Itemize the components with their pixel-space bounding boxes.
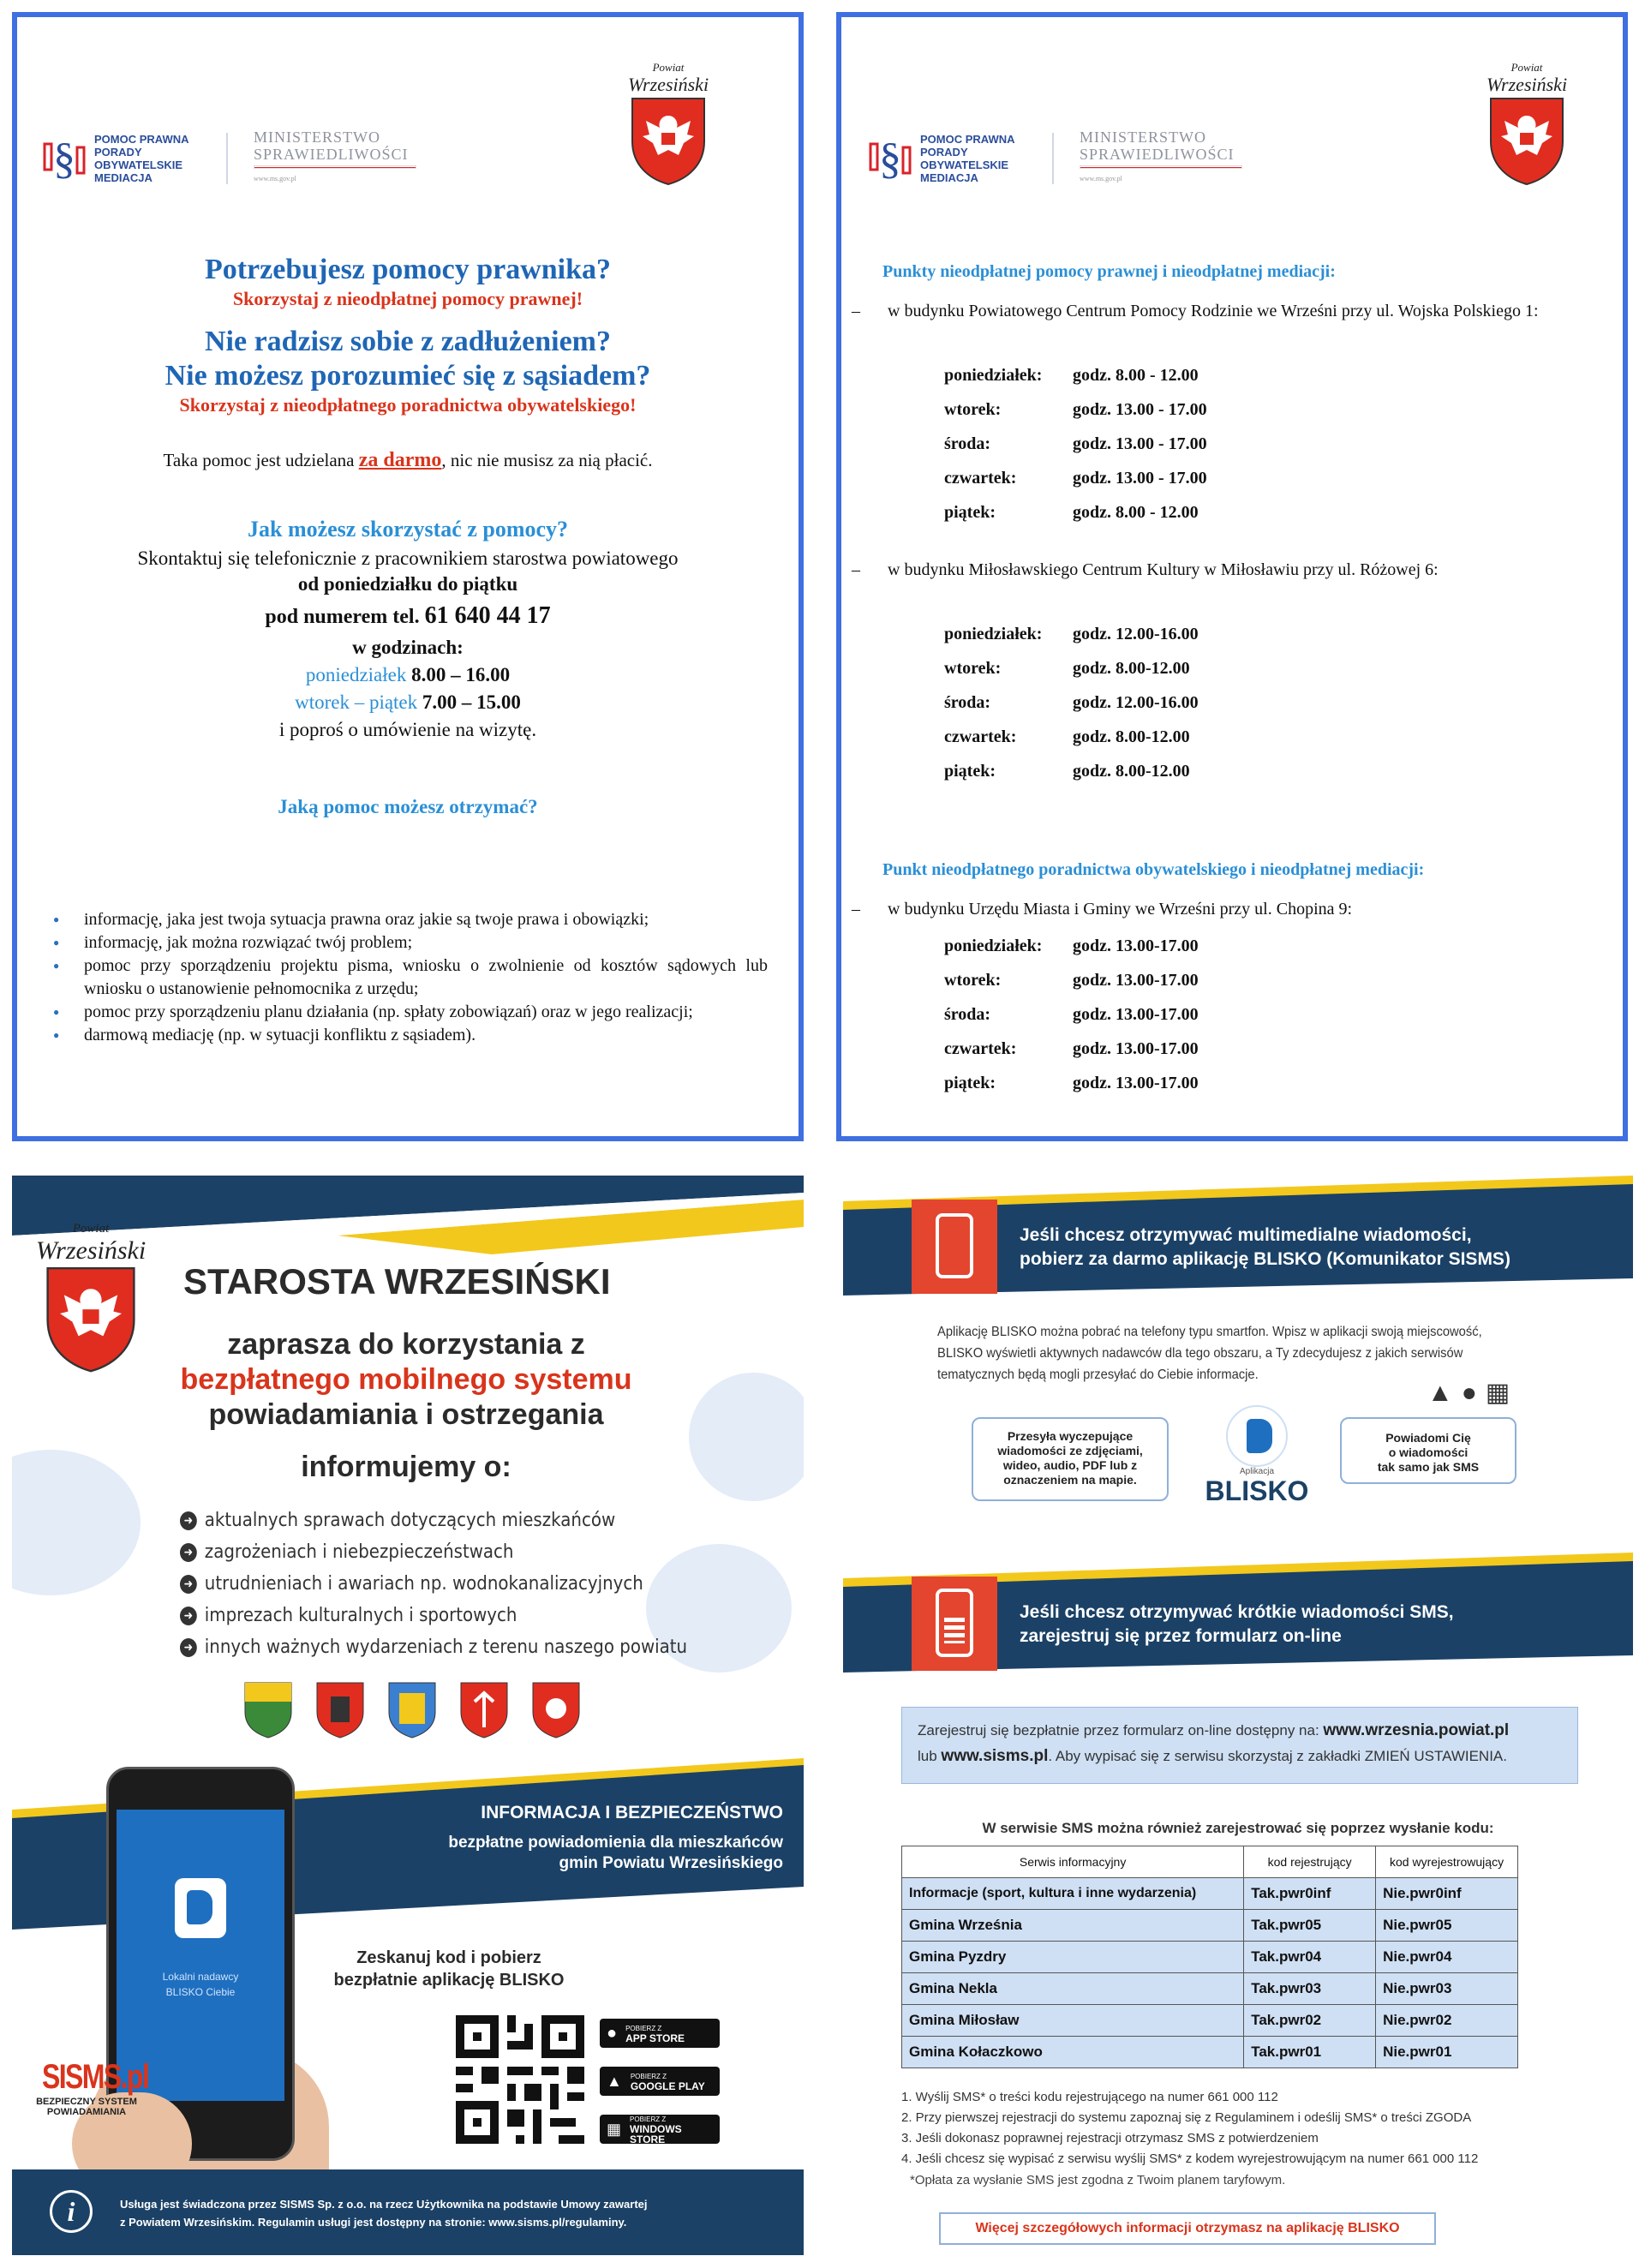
blisko-sms-instructions bbox=[843, 1176, 1633, 2255]
schedule-pcpr: poniedziałek: godz. 8.00 - 12.00 wtorek: godz. 13.00 - 17.00 środa: godz. 13.00 - 17.00 czwartek: godz. 13.00 - 17.00 piątek: godz. 8.00 - 12.00 bbox=[944, 365, 1207, 522]
list-item: ➜ innych ważnych wydarzeniach z terenu naszego powiatu bbox=[180, 1631, 687, 1663]
android-icon: ▲ bbox=[1427, 1379, 1462, 1407]
crest-icon bbox=[387, 1681, 437, 1739]
phone-line: pod numerem tel. 61 640 44 17 bbox=[265, 602, 551, 629]
table-row: Informacje (sport, kultura i inne wydarzenia) Tak.pwr0inf Nie.pwr0inf bbox=[902, 1878, 1518, 1910]
hours-label: w godzinach: bbox=[352, 637, 464, 658]
sisms-link[interactable]: www.sisms.pl bbox=[941, 1747, 1049, 1765]
header2-line-2: zarejestruj się przez formularz on-line bbox=[1020, 1626, 1342, 1646]
schedule-mck: poniedziałek: godz. 12.00-16.00 wtorek: godz. 8.00-12.00 środa: godz. 12.00-16.00 czwartek: godz. 8.00-12.00 piątek: godz. 8.00-12.00 bbox=[944, 624, 1199, 781]
scan-line-1: Zeskanuj kod i pobierz bbox=[356, 1948, 541, 1967]
commune-crests bbox=[243, 1681, 581, 1739]
code-heading: W serwisie SMS można również zarejestrować się poprzez wysłanie kodu: bbox=[982, 1820, 1494, 1836]
free-of-charge-note: Taka pomoc jest udzielana za darmo, nic nie musisz za nią płacić. bbox=[163, 449, 653, 471]
sisms-logo: SISMS.pl BEZPIECZNY SYSTEM POWIADAMIANIA bbox=[36, 2058, 149, 2117]
speech-bubble-icon bbox=[689, 1373, 804, 1501]
list-item: ➜ aktualnych sprawach dotyczących mieszkańców bbox=[180, 1505, 687, 1536]
steps-list bbox=[901, 2087, 1478, 2169]
list-item: 1. Wyślij SMS* o treści kodu rejestrującego na numer 661 000 112 bbox=[901, 2090, 1278, 2104]
starosta-title: STAROSTA WRZESIŃSKI bbox=[183, 1261, 611, 1302]
schedule-umig: poniedziałek: godz. 13.00-17.00 wtorek: godz. 13.00-17.00 środa: godz. 13.00-17.00 czwartek: godz. 13.00-17.00 piątek: godz. 13.00-17.00 bbox=[944, 936, 1199, 1092]
ppom-text: POMOC PRAWNA PORADY OBYWATELSKIE MEDIACJA bbox=[94, 132, 189, 184]
sms-like-info-box: Powiadomi Cię o wiadomości tak samo jak SMS bbox=[1340, 1417, 1516, 1484]
android-icon: ▲ bbox=[607, 2072, 622, 2090]
table-row: Gmina Września Tak.pwr05 Nie.pwr05 bbox=[902, 1910, 1518, 1942]
list-item: 2. Przy pierwszej rejestracji do systemu zapoznaj się z Regulaminem i odeślij SMS* o treści ZGODA bbox=[901, 2110, 1472, 2125]
smartphone-icon bbox=[912, 1200, 997, 1294]
coat-of-arms-icon bbox=[1486, 93, 1568, 188]
coat-of-arms-icon bbox=[627, 93, 709, 188]
subheading-free-legal-aid: Skorzystaj z nieodpłatnej pomocy prawnej! bbox=[232, 288, 583, 309]
arrow-right-icon: ➜ bbox=[180, 1575, 197, 1594]
list-item: ➜ utrudnieniach i awariach np. wodnokanalizacyjnych bbox=[180, 1568, 687, 1600]
list-item: ● pomoc przy sporządzeniu planu działania (np. spłaty zobowiązań) oraz w jego realizacji; bbox=[48, 1001, 768, 1024]
crest-icon bbox=[243, 1681, 293, 1739]
table-row: Gmina Nekla Tak.pwr03 Nie.pwr03 bbox=[902, 1973, 1518, 2005]
notify-line: powiadamiania i ostrzegania bbox=[208, 1398, 604, 1431]
poster-logos bbox=[43, 129, 416, 188]
help-list bbox=[48, 908, 768, 1047]
list-item: ● informację, jaka jest twoja sytuacja prawna oraz jakie są twoje prawa i obowiązki; bbox=[48, 908, 768, 931]
poster-logos bbox=[869, 129, 1242, 188]
header1-line-2: pobierz za darmo aplikację BLISKO (Komunikator SISMS) bbox=[1020, 1249, 1510, 1269]
powiat-logo: Powiat Wrzesiński bbox=[1475, 57, 1578, 192]
blisko-app-logo: Aplikacja BLISKO bbox=[1201, 1405, 1313, 1505]
sms-code-table bbox=[901, 1846, 1518, 2068]
blisko-description: Aplikację BLISKO można pobrać na telefony typu smartfon. Wpisz w aplikacji swoją miejscowość, BLISKO wyświetli aktywnych nadawców dla tego obszaru, a Ty zdecydujesz z jakich serwisów tematycznych będą mogli przesyłać do Ciebie informacje. bbox=[937, 1325, 1482, 1382]
google-play-button[interactable]: ▲ POBIERZ Z GOOGLE PLAY bbox=[600, 2067, 720, 2096]
arrow-right-icon: ➜ bbox=[180, 1543, 197, 1562]
band-title: INFORMACJA I BEZPIECZEŃSTWO bbox=[481, 1803, 783, 1822]
blisko-app-icon bbox=[1226, 1405, 1288, 1467]
arrow-right-icon: ➜ bbox=[180, 1607, 197, 1625]
footer-line-1: Usługa jest świadczona przez SISMS Sp. z o.o. na rzecz Użytkownika na podstawie Umowy zawartej bbox=[120, 2198, 648, 2211]
registration-box: Zarejestruj się bezpłatnie przez formularz on-line dostępny na: www.wrzesnia.powiat.pl lub www.sisms.pl. Aby wypisać się z serwisu skorzystaj z zakładki ZMIEŃ USTAWIENIA. bbox=[901, 1707, 1578, 1784]
mobile-phone-icon bbox=[912, 1577, 997, 1671]
phone-in-hand-illustration: Lokalni nadawcy BLISKO Ciebie bbox=[55, 1767, 338, 2187]
ppom-logo bbox=[43, 132, 223, 185]
poster-footer bbox=[12, 2169, 804, 2255]
fee-note: *Opłata za wysłanie SMS jest zgodna z Twoim planem taryfowym. bbox=[910, 2173, 1286, 2187]
powiat-logo: Powiat Wrzesiński bbox=[31, 1213, 151, 1379]
location-umig: – w budynku Urzędu Miasta i Gminy we Wrześni przy ul. Chopina 9: bbox=[852, 900, 1353, 919]
subheading-civic-advice: Skorzystaj z nieodpłatnego poradnictwa obywatelskiego! bbox=[179, 394, 637, 416]
band-line-2: gmin Powiatu Wrzesińskiego bbox=[559, 1854, 783, 1872]
location-pcpr: – w budynku Powiatowego Centrum Pomocy Rodzinie we Wrześni przy ul. Wojska Polskiego 1: bbox=[852, 302, 1539, 320]
heading-legal-aid-points: Punkty nieodpłatnej pomocy prawnej i nieodpłatnej mediacji: bbox=[882, 262, 1336, 281]
list-item: ● informację, jak można rozwiązać twój problem; bbox=[48, 931, 768, 954]
ppom-paragraph-icon bbox=[869, 132, 912, 185]
system-line: bezpłatnego mobilnego systemu bbox=[180, 1363, 632, 1396]
qr-code[interactable] bbox=[456, 2015, 584, 2144]
powiat-link[interactable]: www.wrzesnia.powiat.pl bbox=[1323, 1721, 1510, 1739]
info-icon: i bbox=[50, 2190, 93, 2233]
sms-system-poster bbox=[12, 1176, 804, 2255]
header1-line-1: Jeśli chcesz otrzymywać multimedialne wiadomości, bbox=[1020, 1225, 1472, 1245]
arrow-right-icon: ➜ bbox=[180, 1638, 197, 1657]
legal-aid-locations-poster bbox=[836, 12, 1628, 1141]
list-item: ● pomoc przy sporządzeniu projektu pisma, wniosku o zwolnienie od kosztów sądowych lub wniosku o ustanowienie pełnomocnika z urzędu; bbox=[48, 954, 768, 1001]
tue-fri-hours: wtorek – piątek 7.00 – 15.00 bbox=[295, 691, 521, 713]
footer-line-2: z Powiatem Wrzesińskim. Regulamin usługi jest dostępny na stronie: www.sisms.pl/regulaminy. bbox=[120, 2216, 627, 2229]
more-info-box: Więcej szczegółowych informacji otrzymasz na aplikację BLISKO bbox=[939, 2212, 1436, 2245]
list-item: 3. Jeśli dokonasz poprawnej rejestracji otrzymasz SMS z potwierdzeniem bbox=[901, 2131, 1319, 2145]
inform-heading: informujemy o: bbox=[301, 1451, 511, 1483]
windows-store-button[interactable]: ▦ POBIERZ Z WINDOWS STORE bbox=[600, 2115, 720, 2144]
inform-list bbox=[180, 1505, 687, 1663]
heading-how-to-use: Jak możesz skorzystać z pomocy? bbox=[247, 517, 569, 542]
multimedia-info-box: Przesyła wyczepujące wiadomości ze zdjęciami, wideo, audio, PDF lub z oznaczeniem na mapie. bbox=[972, 1417, 1169, 1501]
ministry-logo: MINISTERSTWO SPRAWIEDLIWOŚCI www.ms.gov.pl bbox=[1080, 129, 1242, 188]
list-item: 4. Jeśli chcesz się wypisać z serwisu wyślij SMS* z kodem wyrejestrowującym na numer 661 000 112 bbox=[901, 2151, 1479, 2166]
appointment-line: i poproś o umówienie na wizytę. bbox=[278, 719, 537, 740]
heading-debt: Nie radzisz sobie z zadłużeniem? bbox=[204, 326, 612, 357]
svg-text:§: § bbox=[879, 134, 901, 183]
heading-need-lawyer: Potrzebujesz pomocy prawnika? bbox=[204, 254, 612, 285]
list-item: ● darmową mediację (np. w sytuacji konfliktu z sąsiadem). bbox=[48, 1024, 768, 1047]
location-mck: – w budynku Miłosławskiego Centrum Kultury w Miłosławiu przy ul. Różowej 6: bbox=[852, 560, 1439, 579]
coat-of-arms-icon bbox=[39, 1262, 142, 1375]
crest-icon bbox=[459, 1681, 509, 1739]
heading-neighbour: Nie możesz porozumieć się z sąsiadem? bbox=[164, 360, 651, 392]
heading-civic-advice-point: Punkt nieodpłatnego poradnictwa obywatelskiego i nieodpłatnej mediacji: bbox=[882, 860, 1425, 879]
phone-number[interactable]: 61 640 44 17 bbox=[424, 602, 551, 629]
ppom-logo bbox=[869, 132, 1049, 185]
list-item: ➜ imprezach kulturalnych i sportowych bbox=[180, 1600, 687, 1631]
ppom-text: POMOC PRAWNA PORADY OBYWATELSKIE MEDIACJA bbox=[920, 132, 1015, 184]
powiat-logo: Powiat Wrzesiński bbox=[617, 57, 720, 192]
monday-hours: poniedziałek 8.00 – 16.00 bbox=[305, 664, 511, 685]
weekdays-line: od poniedziałku do piątku bbox=[297, 573, 518, 595]
svg-text:§: § bbox=[53, 134, 75, 183]
windows-icon: ▦ bbox=[607, 2120, 622, 2138]
platform-icons bbox=[1427, 1378, 1518, 1408]
arrow-right-icon: ➜ bbox=[180, 1511, 197, 1530]
header2-line-1: Jeśli chcesz otrzymywać krótkie wiadomości SMS, bbox=[1020, 1602, 1454, 1622]
contact-line: Skontaktuj się telefonicznie z pracownikiem starostwa powiatowego bbox=[137, 548, 679, 569]
app-store-button[interactable]: ● POBIERZ Z APP STORE bbox=[600, 2019, 720, 2048]
crest-icon bbox=[531, 1681, 581, 1739]
list-item: ➜ zagrożeniach i niebezpieczeństwach bbox=[180, 1536, 687, 1568]
crest-icon bbox=[315, 1681, 365, 1739]
ppom-paragraph-icon bbox=[43, 132, 86, 185]
apple-icon: ● bbox=[607, 2023, 618, 2043]
heading-what-help: Jaką pomoc możesz otrzymać? bbox=[278, 796, 538, 817]
table-row: Gmina Pyzdry Tak.pwr04 Nie.pwr04 bbox=[902, 1942, 1518, 1973]
table-row: Gmina Miłosław Tak.pwr02 Nie.pwr02 bbox=[902, 2005, 1518, 2037]
invite-line: zaprasza do korzystania z bbox=[227, 1328, 585, 1361]
windows-icon: ▦ bbox=[1485, 1379, 1519, 1407]
speech-bubble-icon bbox=[12, 1450, 141, 1595]
band-line-1: bezpłatne powiadomienia dla mieszkańców bbox=[448, 1834, 783, 1852]
apple-icon: ● bbox=[1461, 1379, 1486, 1407]
table-header: Serwis informacyjny kod rejestrujący kod wyrejestrowujący bbox=[902, 1846, 1518, 1878]
blisko-app-icon bbox=[175, 1878, 226, 1938]
ministry-logo: MINISTERSTWO SPRAWIEDLIWOŚCI www.ms.gov.pl bbox=[254, 129, 416, 188]
table-row: Gmina Kołaczkowo Tak.pwr01 Nie.pwr01 bbox=[902, 2037, 1518, 2068]
legal-aid-poster bbox=[12, 12, 804, 1141]
scan-line-2: bezpłatnie aplikację BLISKO bbox=[333, 1971, 565, 1990]
